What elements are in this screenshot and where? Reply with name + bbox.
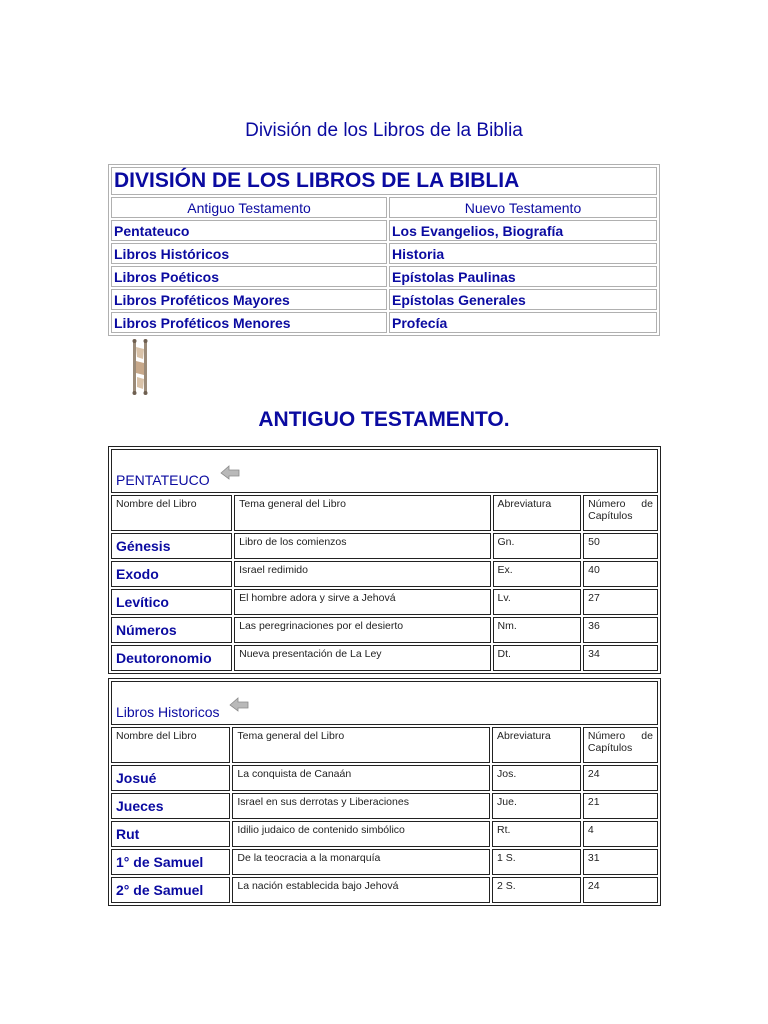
table-row bbox=[111, 849, 658, 875]
book-abbr: Lv. bbox=[493, 589, 582, 615]
col-header-name: Nombre del Libro bbox=[111, 495, 232, 531]
division-table-title: DIVISIÓN DE LOS LIBROS DE LA BIBLIA bbox=[111, 167, 657, 195]
col-header-abbr: Abreviatura bbox=[492, 727, 581, 763]
book-theme: Idilio judaico de contenido simbólico bbox=[232, 821, 490, 847]
group-header bbox=[111, 681, 658, 725]
book-name: Génesis bbox=[111, 533, 232, 559]
book-chapters: 4 bbox=[583, 821, 658, 847]
new-testament-header: Nuevo Testamento bbox=[389, 197, 657, 218]
book-theme: Israel en sus derrotas y Liberaciones bbox=[232, 793, 490, 819]
book-name: Levítico bbox=[111, 589, 232, 615]
col-header-chapters: Número de Capítulos bbox=[583, 727, 658, 763]
col-header-theme: Tema general del Libro bbox=[234, 495, 490, 531]
book-theme: Israel redimido bbox=[234, 561, 490, 587]
book-chapters: 24 bbox=[583, 765, 658, 791]
book-chapters: 34 bbox=[583, 645, 658, 671]
table-row bbox=[111, 533, 658, 559]
book-theme: La nación establecida bajo Jehová bbox=[232, 877, 490, 903]
arrow-back-icon[interactable] bbox=[220, 464, 240, 480]
book-abbr: 1 S. bbox=[492, 849, 581, 875]
group-header bbox=[111, 449, 658, 493]
book-abbr: 2 S. bbox=[492, 877, 581, 903]
table-row bbox=[111, 765, 658, 791]
new-testament-item[interactable]: Epístolas Generales bbox=[389, 289, 657, 310]
col-header-name: Nombre del Libro bbox=[111, 727, 230, 763]
old-testament-item[interactable]: Libros Poéticos bbox=[111, 266, 387, 287]
old-testament-item[interactable]: Libros Históricos bbox=[111, 243, 387, 264]
book-theme: Las peregrinaciones por el desierto bbox=[234, 617, 490, 643]
table-row bbox=[111, 589, 658, 615]
book-abbr: Jos. bbox=[492, 765, 581, 791]
col-header-theme: Tema general del Libro bbox=[232, 727, 490, 763]
book-name: Números bbox=[111, 617, 232, 643]
book-theme: Libro de los comienzos bbox=[234, 533, 490, 559]
book-name: 1° de Samuel bbox=[111, 849, 230, 875]
book-chapters: 21 bbox=[583, 793, 658, 819]
old-testament-header: Antiguo Testamento bbox=[111, 197, 387, 218]
table-row bbox=[111, 561, 658, 587]
old-testament-item[interactable]: Libros Proféticos Menores bbox=[111, 312, 387, 333]
old-testament-item[interactable]: Libros Proféticos Mayores bbox=[111, 289, 387, 310]
book-abbr: Jue. bbox=[492, 793, 581, 819]
book-name: 2° de Samuel bbox=[111, 877, 230, 903]
scroll-figure-icon bbox=[125, 337, 155, 397]
table-row bbox=[111, 617, 658, 643]
book-chapters: 36 bbox=[583, 617, 658, 643]
book-chapters: 31 bbox=[583, 849, 658, 875]
new-testament-item[interactable]: Profecía bbox=[389, 312, 657, 333]
book-abbr: Gn. bbox=[493, 533, 582, 559]
old-testament-item[interactable]: Pentateuco bbox=[111, 220, 387, 241]
col-header-chapters: Número de Capítulos bbox=[583, 495, 658, 531]
page-title: División de los Libros de la Biblia bbox=[245, 120, 523, 141]
col-header-abbr: Abreviatura bbox=[493, 495, 582, 531]
table-row bbox=[111, 821, 658, 847]
book-chapters: 27 bbox=[583, 589, 658, 615]
book-abbr: Nm. bbox=[493, 617, 582, 643]
table-row bbox=[111, 645, 658, 671]
table-row bbox=[111, 877, 658, 903]
historicos-table bbox=[108, 678, 661, 906]
new-testament-item[interactable]: Epístolas Paulinas bbox=[389, 266, 657, 287]
book-theme: Nueva presentación de La Ley bbox=[234, 645, 490, 671]
book-name: Josué bbox=[111, 765, 230, 791]
book-abbr: Rt. bbox=[492, 821, 581, 847]
division-table bbox=[108, 164, 660, 336]
book-name: Jueces bbox=[111, 793, 230, 819]
group-title: Libros Historicos bbox=[116, 704, 220, 720]
table-row bbox=[111, 793, 658, 819]
book-chapters: 50 bbox=[583, 533, 658, 559]
group-title: PENTATEUCO bbox=[116, 472, 210, 488]
book-name: Rut bbox=[111, 821, 230, 847]
book-abbr: Dt. bbox=[493, 645, 582, 671]
book-theme: El hombre adora y sirve a Jehová bbox=[234, 589, 490, 615]
arrow-back-icon[interactable] bbox=[229, 696, 249, 712]
pentateuco-table bbox=[108, 446, 661, 674]
book-theme: De la teocracia a la monarquía bbox=[232, 849, 490, 875]
book-abbr: Ex. bbox=[493, 561, 582, 587]
new-testament-item[interactable]: Historia bbox=[389, 243, 657, 264]
book-name: Exodo bbox=[111, 561, 232, 587]
book-chapters: 40 bbox=[583, 561, 658, 587]
book-name: Deutoronomio bbox=[111, 645, 232, 671]
book-theme: La conquista de Canaán bbox=[232, 765, 490, 791]
book-chapters: 24 bbox=[583, 877, 658, 903]
section-title: ANTIGUO TESTAMENTO. bbox=[258, 408, 510, 431]
new-testament-item[interactable]: Los Evangelios, Biografía bbox=[389, 220, 657, 241]
